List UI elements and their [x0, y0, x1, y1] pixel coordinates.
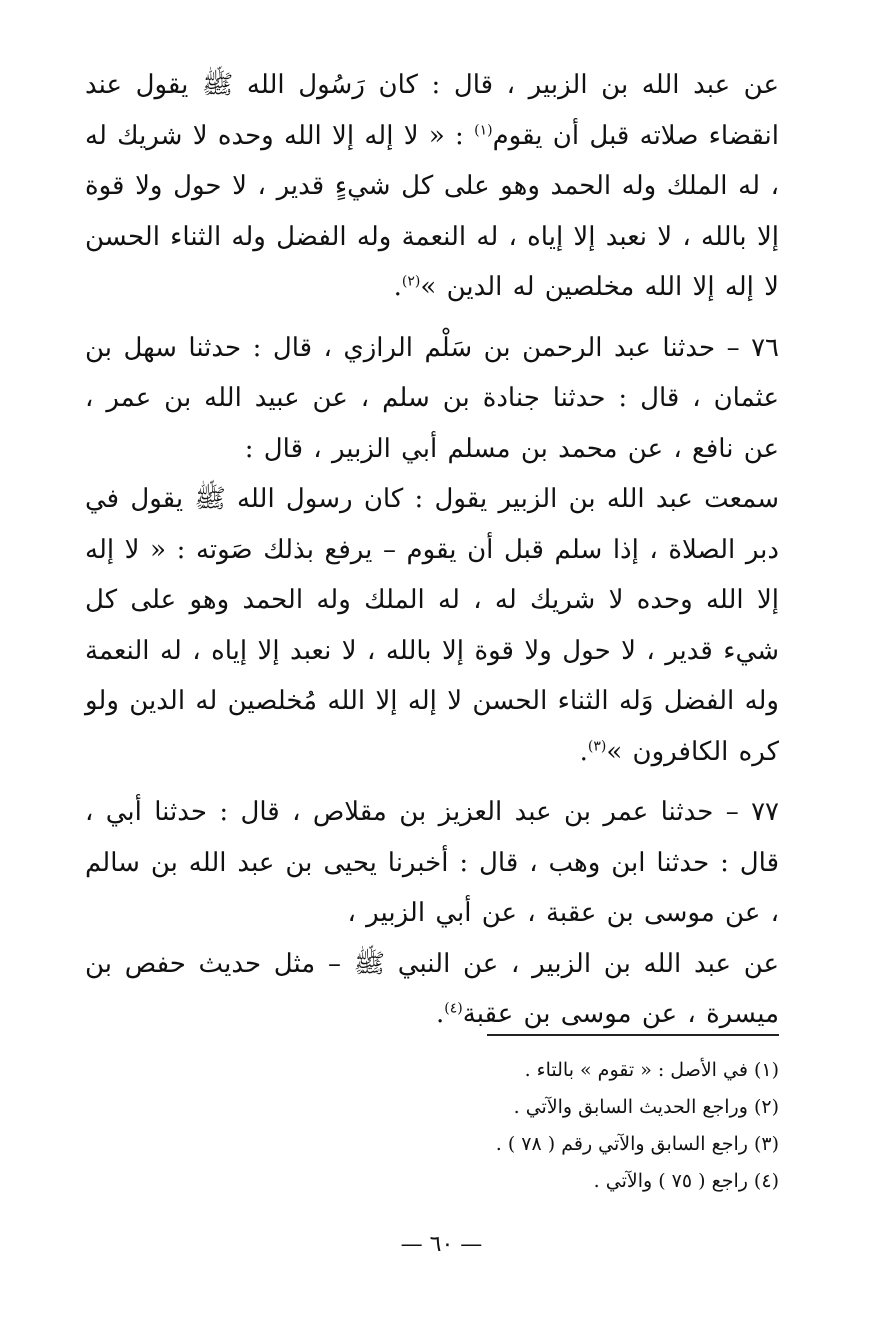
paragraph-1-tail: : « لا إله إلا الله وحده لا شريك له ، له الملك وله الحمد وهو على كل شيءٍ قدير ، لا حول ولا قوة إلا بالله ، لا نعبد إلا إياه ، له النعمة وله الفضل وله الثناء الحسن لا إله إلا الله مخلصين له الدين »	[85, 120, 779, 302]
paragraph-3	[85, 474, 779, 777]
paragraph-3-text: سمعت عبد الله بن الزبير يقول : كان رسول الله ﷺ يقول في دبر الصلاة ، إذا سلم قبل أن يقوم – يرفع بذلك صَوته : « لا إله إلا الله وحده لا شريك له ، له الملك وله الحمد وهو على كل شيء قدير ، لا حول ولا قوة إلا بالله ، لا نعبد إلا إياه ، له النعمة وله الفضل وَله الثناء الحسن لا إله إلا الله مُخلصين له الدين ولو كره الكافرون »	[85, 484, 779, 767]
footnote-4: (٤) راجع ( ٧٥ ) والآتي .	[593, 1170, 779, 1192]
footnotes	[85, 1052, 779, 1200]
paragraph-2	[85, 323, 779, 475]
paragraph-5-end: .	[436, 999, 445, 1029]
footnote-ref-3: (٣)	[587, 737, 607, 754]
paragraph-1	[85, 60, 779, 313]
footnote-3: (٣) راجع السابق والآتي رقم ( ٧٨ ) .	[495, 1133, 779, 1155]
footnote-ref-1: (١)	[474, 121, 493, 138]
paragraph-5	[85, 939, 779, 1040]
paragraph-3-end: .	[579, 736, 588, 767]
footnote-ref-2: (٢)	[401, 273, 421, 290]
footnote-2: (٢) وراجع الحديث السابق والآتي .	[513, 1096, 779, 1118]
page-number: — ٦٠ —	[400, 1232, 483, 1257]
footnote-divider	[487, 1034, 779, 1036]
paragraph-2-text: ٧٦ – حدثنا عبد الرحمن بن سَلْم الرازي ، قال : حدثنا سهل بن عثمان ، قال : حدثنا جنادة بن سلم ، عن عبيد الله بن عمر ، عن نافع ، عن محمد بن مسلم أبي الزبير ، قال :	[85, 332, 779, 464]
paragraph-5-text: عن عبد الله بن الزبير ، عن النبي ﷺ – مثل حديث حفص بن ميسرة ، عن موسى بن عقبة	[85, 948, 779, 1029]
page-body	[85, 60, 779, 1040]
paragraph-1-text: عن عبد الله بن الزبير ، قال : كان رَسُول الله ﷺ يقول عند انقضاء صلاته قبل أن يقوم	[85, 70, 779, 151]
footnote-1: (١) في الأصل : « تقوم » بالتاء .	[524, 1059, 779, 1081]
paragraph-1-end: .	[393, 272, 402, 302]
footnote-ref-4: (٤)	[444, 1000, 463, 1017]
paragraph-4-text: ٧٧ – حدثنا عمر بن عبد العزيز بن مقلاص ، قال : حدثنا أبي ، قال : حدثنا ابن وهب ، قال : أخبرنا يحيى بن عبد الله بن سالم ، عن موسى بن عقبة ، عن أبي الزبير ،	[85, 797, 779, 928]
paragraph-4	[85, 787, 779, 939]
